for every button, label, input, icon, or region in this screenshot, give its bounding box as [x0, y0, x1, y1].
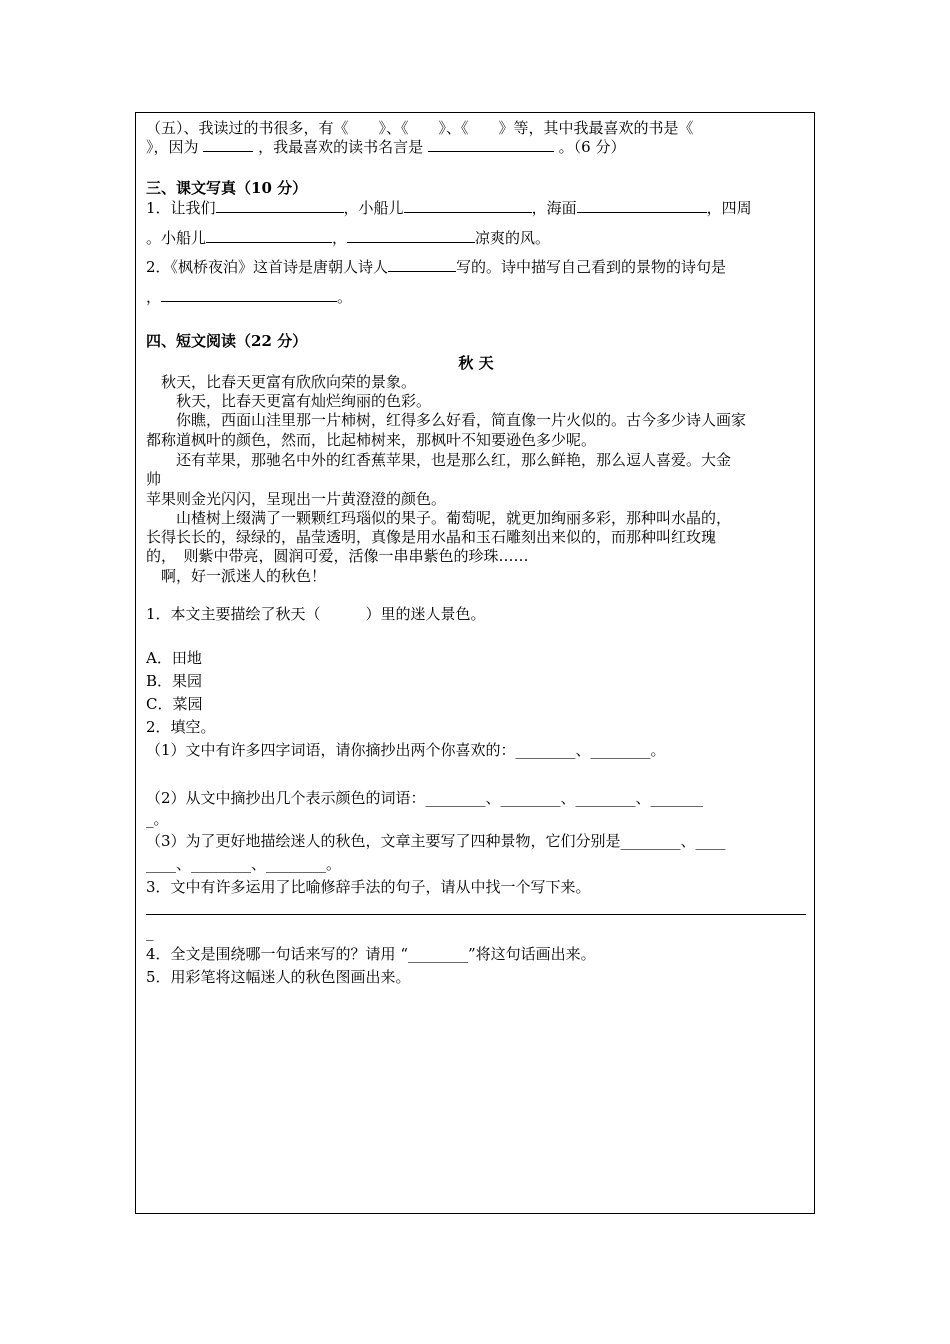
answer-blank[interactable] [577, 198, 707, 213]
answer-blank[interactable] [388, 257, 456, 272]
answer-blank[interactable] [347, 228, 475, 243]
section5-line1: （五）、我读过的书很多，有《 》、《 》、《 》等，其中我最喜欢的书是《 [146, 119, 694, 137]
passage-title: 秋 天 [458, 354, 494, 372]
answer-blank[interactable] [404, 198, 532, 213]
answer-blank[interactable] [206, 228, 332, 243]
passage-paragraph: 山楂树上缀满了一颗颗红玛瑙似的果子。葡萄呢，就更加绚丽多彩，那种叫水晶的， [146, 509, 732, 527]
passage-paragraph: 都称道枫叶的颜色，然而，比起柿树来，那枫叶不知要逊色多少呢。 [146, 431, 597, 449]
question-1: 1．本文主要描绘了秋天（ ）里的迷人景色。 [146, 605, 486, 623]
option-a[interactable]: A．田地 [146, 649, 202, 667]
question-2-1: （1）文中有许多四字词语，请你摘抄出两个你喜欢的：________、________。 [146, 741, 666, 759]
worksheet-frame [135, 112, 815, 1214]
answer-blank[interactable] [428, 137, 554, 152]
section3-q1-line1: 1．让我们 ，小船儿 ，海面 ，四周 [146, 199, 752, 217]
section3-heading: 三、课文写真（10 分） [146, 179, 308, 197]
passage-paragraph: 苹果则金光闪闪，呈现出一片黄澄澄的颜色。 [146, 490, 447, 508]
section4-heading: 四、短文阅读（22 分） [146, 332, 308, 350]
option-b[interactable]: B．果园 [146, 672, 203, 690]
passage-paragraph: 秋天，比春天更富有欣欣向荣的景象。 [146, 373, 417, 391]
question-3: 3．文中有许多运用了比喻修辞手法的句子，请从中找一个写下来。 [146, 878, 591, 896]
question-4: 4．全文是围绕哪一句话来写的？请用 “________”将这句话画出来。 [146, 945, 596, 963]
answer-blank[interactable] [216, 198, 344, 213]
option-c[interactable]: C．菜园 [146, 695, 203, 713]
section3-q1-line2: 。小船儿 ， 凉爽的风。 [146, 229, 551, 247]
question-2-3: （3）为了更好地描绘迷人的秋色，文章主要写了四种景物，它们分别是________、____ [146, 832, 726, 850]
section5-line2: 》，因为 ，我最喜欢的读书名言是 。（6 分） [146, 138, 626, 156]
passage-paragraph: 秋天，比春天更富有灿烂绚丽的色彩。 [146, 392, 432, 410]
question-2-2: （2）从文中摘抄出几个表示颜色的词语：________、________、________、_______ [146, 789, 704, 807]
passage-paragraph: 帅 [146, 470, 162, 488]
question-2: 2．填空。 [146, 718, 216, 736]
question-2-2-cont: _。 [146, 810, 169, 828]
section3-q2-line1: 2．《枫桥夜泊》这首诗是唐朝人诗人 写的。诗中描写自己看到的景物的诗句是 [146, 258, 727, 276]
question-5: 5．用彩笔将这幅迷人的秋色图画出来。 [146, 968, 411, 986]
answer-line[interactable] [146, 914, 806, 915]
passage-paragraph: 啊，好一派迷人的秋色！ [146, 567, 327, 585]
section3-q2-line2: ， 。 [146, 288, 353, 306]
passage-paragraph: 还有苹果，那驰名中外的红香蕉苹果，也是那么红，那么鲜艳，那么逗人喜爱。大金 [146, 451, 732, 469]
answer-line-tail: _ [146, 923, 154, 941]
answer-blank[interactable] [203, 137, 253, 152]
question-2-3-cont: ____、________、________。 [146, 855, 342, 873]
passage-paragraph: 你瞧，西面山洼里那一片柿树，红得多么好看，简直像一片火似的。古今多少诗人画家 [146, 411, 747, 429]
passage-paragraph: 的， 则紫中带亮，圆润可爱，活像一串串紫色的珍珠…… [146, 547, 529, 565]
answer-blank[interactable] [161, 287, 337, 302]
passage-paragraph: 长得长长的，绿绿的，晶莹透明，真像是用水晶和玉石雕刻出来似的，而那种叫红玫瑰 [146, 528, 717, 546]
